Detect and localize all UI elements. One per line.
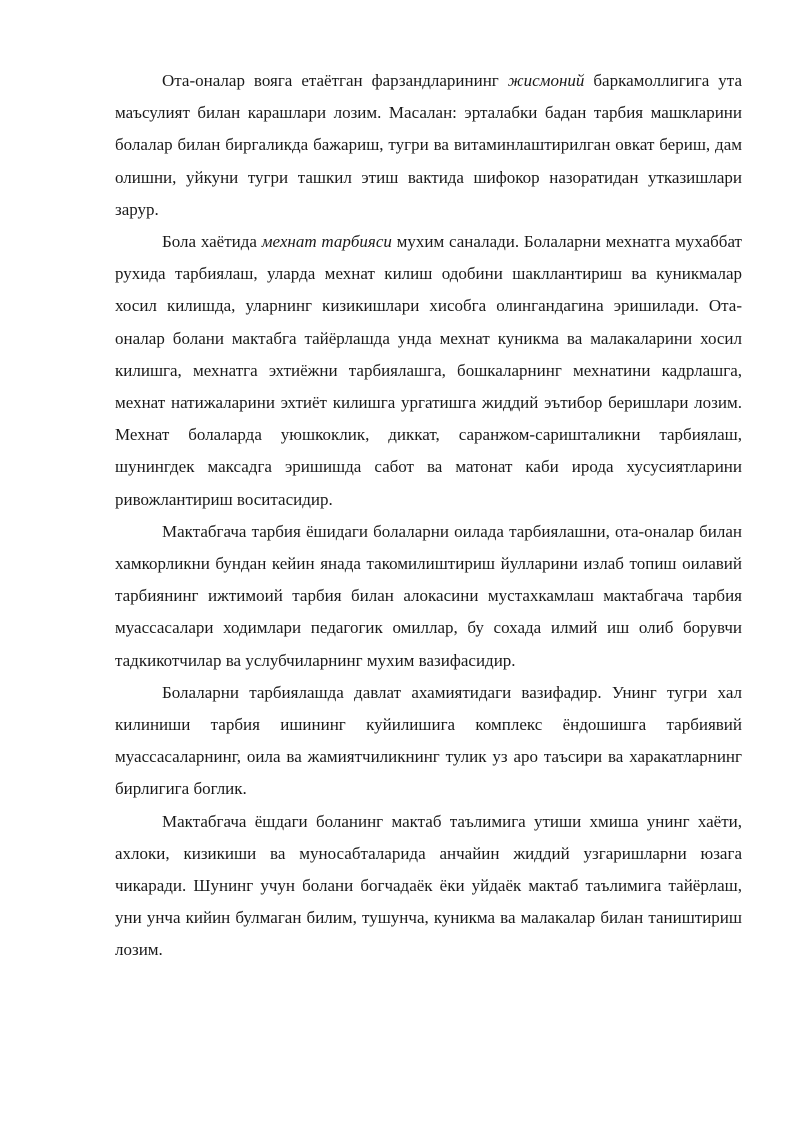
emphasis-term: жисмоний xyxy=(507,71,585,90)
paragraph-text: мухим саналади. Болаларни мехнатга мухаббат рухида тарбиялаш, уларда мехнат килиш одобини шакллантириш ва куникмалар хосил килишда, уларнинг кизикишлари хисобга олингандагина эришилади. Ота-оналар болани мактабга тайёрлашда унда мехнат куникма ва малакаларини хосил килишга, мехнатга эхтиёжни тарбиялашга, бошкаларнинг мехнатини кадрлашга, мехнат натижаларини эхтиёт килишга ургатишга жиддий эътибор беришлари лозим. Мехнат болаларда уюшкоклик, диккат, саранжом-саришталикни тарбиялаш, шунингдек максадга эришишда сабот ва матонат каби ирода хусусиятларини ривожлантириш воситасидир. xyxy=(115,232,742,509)
paragraph-text: баркамоллигига ута маъсулият билан карашлари лозим. Масалан: эрталабки бадан тарбия машкларини болалар билан биргаликда бажариш, тугри ва витаминлаштирилган овкат бериш, дам олишни, уйкуни тугри ташкил этиш вактида шифокор назоратидан утказишлари зарур. xyxy=(115,71,742,219)
paragraph-school-transition: Мактабгача ёшдаги боланинг мактаб таълимига утиши хмиша унинг хаёти, ахлоки, кизикиши ва муносабталарида анчайин жиддий узгаришларни юзага чикаради. Шунинг учун болани богчадаёк ёки уйдаёк мактаб таълимига тайёрлаш, уни унча кийин булмаган билим, тушунча, куникма ва малакалар билан таништириш лозим. xyxy=(115,811,742,960)
paragraph-state-importance: Болаларни тарбиялашда давлат ахамиятидаги вазифадир. Унинг тугри хал килиниши тарбия ишининг куйилишига комплекс ёндошишга тарбиявий муассасаларнинг, оила ва жамиятчиликнинг тулик уз аро таъсири ва харакатларнинг бирлигига боглик. xyxy=(115,682,742,799)
paragraph-text: Бола хаётида xyxy=(162,232,262,252)
emphasis-term: мехнат тарбияси xyxy=(261,232,392,252)
paragraph-text: Ота-оналар вояга етаётган фарзандларининг xyxy=(162,71,508,90)
paragraph-labor-upbringing xyxy=(115,226,742,516)
document-page xyxy=(115,65,742,967)
paragraph-preschool-cooperation: Мактабгача тарбия ёшидаги болаларни оилада тарбиялашни, ота-оналар билан хамкорликни бундан кейин янада такомилиштириш йулларини излаб топиш оилавий тарбиянинг ижтимоий тарбия билан алокасини мустахкамлаш мактабгача тарбия муассасалари ходимлари педагогик омиллар, бу сохада илмий иш олиб борувчи тадкикотчилар ва услубчиларнинг мухим вазифасидир. xyxy=(115,521,742,670)
paragraph-physical-upbringing xyxy=(115,65,742,226)
